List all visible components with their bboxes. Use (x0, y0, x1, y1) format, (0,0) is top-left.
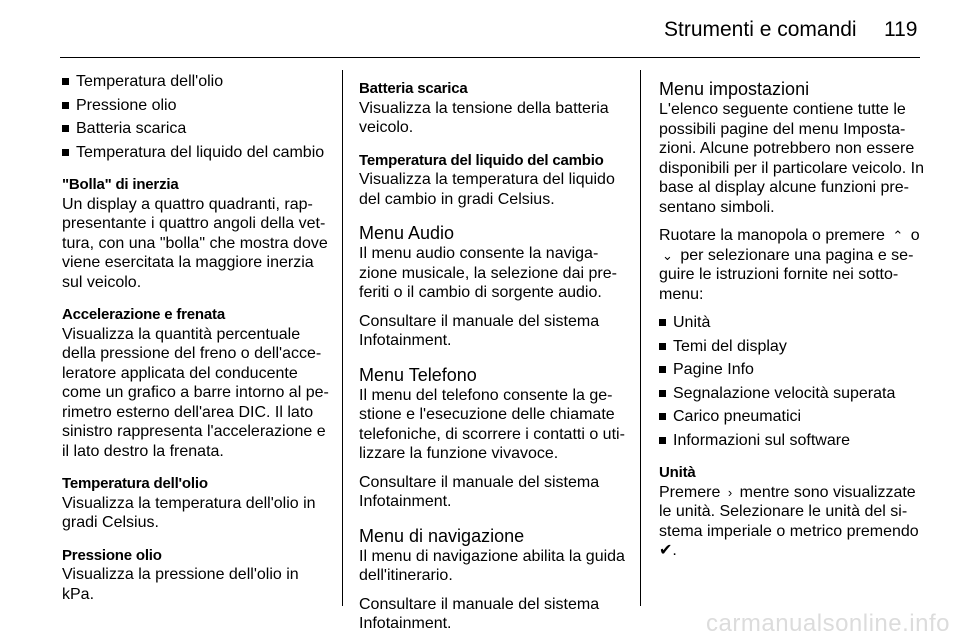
paragraph: Consultare il manuale del sistema Infotainment. (359, 312, 600, 349)
text-run: o (910, 227, 920, 244)
list-item: Temperatura del liquido del cambio (62, 143, 330, 163)
paragraph: Consultare il manuale del sistema Infotainment. (359, 473, 600, 510)
page-title: Strumenti e comandi (664, 18, 857, 41)
chevron-right-icon: › (727, 484, 733, 500)
text-run: Premere (659, 483, 721, 501)
section-body: Visualizza la quantità percentuale della pressione del freno o dell'acceleratore applicata del conducente come un grafico a barre intorno al perimetro esterno dell'area DIC. Il lato sinistro rappresenta l'accelerazione e il lato destro la frenata. (62, 325, 329, 460)
text-run: . (672, 542, 677, 559)
section-heading: Unità (659, 464, 696, 481)
page-number: 119 (884, 18, 918, 41)
section-heading: Accelerazione e frenata (62, 306, 225, 323)
list-item: Segnalazione velocità superata (659, 384, 929, 404)
check-icon: ✔ (659, 542, 673, 559)
section-heading: Pressione olio (62, 546, 162, 564)
section-oil-temperature (62, 474, 330, 533)
paragraph: Consultare il manuale del sistema Infotainment. (359, 595, 600, 632)
section-transmission-temp (359, 151, 627, 210)
list-item: Temi del display (659, 337, 929, 357)
header-rule (60, 57, 920, 58)
list-item: Batteria scarica (62, 119, 330, 139)
section-acceleration-braking (62, 305, 330, 461)
paragraph: L'elenco seguente contiene tutte le possibili pagine del menu Impostazioni. Alcune potrebbero non essere disponibili per il particolare veicolo. In base al display alcune funzioni presentano simboli. (659, 101, 925, 216)
section-body: Visualizza la temperatura del liquido del cambio in gradi Celsius. (359, 171, 615, 208)
text-run: Ruotare la manopola o premere (659, 227, 885, 244)
paragraph: Il menu audio consente la navigazione musicale, la selezione dai preferiti o il cambio di sorgente audio. (359, 245, 617, 301)
bullet-list (659, 313, 929, 450)
section-body (659, 483, 929, 561)
watermark: carmanualsonline.info (706, 610, 950, 637)
paragraph: Il menu di navigazione abilita la guida dell'itinerario. (359, 547, 625, 584)
section-inertia-bubble (62, 175, 330, 292)
section-body: Visualizza la pressione dell'olio in kPa. (62, 566, 299, 603)
column-divider-1 (342, 70, 343, 606)
text-run: mentre sono visualizzate le unità. Selezionare le unità del sistema imperiale o metrico premendo (659, 483, 919, 540)
list-item: Pagine Info (659, 360, 929, 380)
chevron-up-icon: ⌃ (892, 228, 904, 243)
section-audio-menu (359, 223, 627, 351)
list-item: Informazioni sul software (659, 431, 929, 451)
column-1 (62, 72, 330, 604)
list-item: Unità (659, 313, 929, 333)
paragraph (659, 226, 929, 304)
bullet-list (62, 72, 330, 162)
list-item: Pressione olio (62, 96, 330, 116)
list-item: Carico pneumatici (659, 407, 929, 427)
section-title: Menu di navigazione (359, 525, 525, 546)
section-oil-pressure (62, 546, 330, 605)
section-heading: Temperatura del liquido del cambio (359, 151, 604, 169)
text-run: per selezionare una pagina e seguire le istruzioni fornite nei sottomenu: (659, 246, 914, 303)
chevron-down-icon: ⌄ (662, 247, 673, 263)
section-phone-menu (359, 365, 627, 512)
section-units (659, 463, 929, 561)
list-item: Temperatura dell'olio (62, 72, 330, 92)
section-body: Visualizza la temperatura dell'olio in gradi Celsius. (62, 494, 316, 531)
paragraph: Il menu del telefono consente la gestione e l'esecuzione delle chiamate telefoniche, di scorrere i contatti o utilizzare la funzione vivavoce. (359, 386, 625, 462)
section-heading: "Bolla" di inerzia (62, 176, 179, 193)
section-title: Menu Audio (359, 223, 455, 243)
column-3 (659, 79, 929, 561)
column-2 (359, 79, 627, 634)
section-navigation-menu (359, 526, 627, 634)
section-title: Menu Telefono (359, 364, 477, 385)
section-title: Menu impostazioni (659, 79, 810, 99)
section-body: Visualizza la tensione della batteria veicolo. (359, 99, 609, 136)
section-heading: Temperatura dell'olio (62, 475, 208, 492)
section-battery (359, 79, 627, 138)
column-divider-2 (640, 70, 641, 606)
section-body: Un display a quattro quadranti, rappresentante i quattro angoli della vettura, con una "bolla" che mostra dove viene esercitata la maggiore inerzia sul veicolo. (62, 195, 328, 291)
section-heading: Batteria scarica (359, 80, 468, 97)
